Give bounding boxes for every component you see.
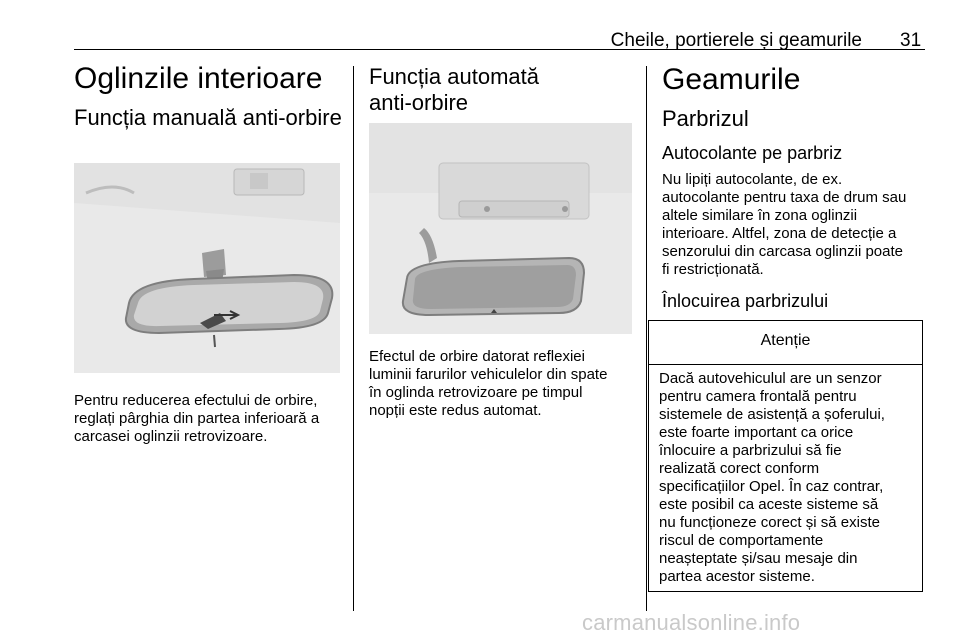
subheading-manual-anti-glare: Funcția manuală anti-orbire [74,105,342,130]
watermark: carmanualsonline.info [582,610,801,635]
stickers-paragraph [662,171,927,279]
text-line: Dacă autovehiculul are un senzor [659,370,882,387]
manual-caption [74,392,349,446]
warning-box [648,320,923,592]
column-divider-2 [646,66,647,611]
text-line: luminii farurilor vehiculelor din spate [369,366,608,383]
text-line: Efectul de orbire datorat reflexiei [369,348,585,365]
header-rule [74,49,925,50]
warning-divider [649,364,922,365]
text-line: în oglinda retrovizoare pe timpul [369,384,583,401]
page-number: 31 [900,30,922,51]
text-line: pentru camera frontală pentru [659,388,857,405]
text-line: este posibil ca aceste sisteme să [659,496,879,513]
text-line: nu funcționeze corect și să existe [659,514,880,531]
text-line: specificațiilor Opel. În caz contrar, [659,478,884,495]
text-line: neașteptate și/sau mesaje din [659,550,858,567]
warning-title: Atenție [760,332,811,349]
warning-text [659,370,919,586]
text-line: partea acestor sisteme. [659,568,815,585]
topic-windscreen-replacement: Înlocuirea parbrizului [662,291,829,311]
subheading-automatic-anti-glare [369,64,539,116]
text-line: riscul de comportamente [659,532,824,549]
text-line: altele similare în zona oglinzii [662,207,858,224]
text-line: reglați pârghia din partea inferioară a [74,410,320,427]
section-heading-windows: Geamurile [662,63,801,96]
section-heading-interior-mirrors: Oglinzile interioare [74,62,323,95]
text-line: senzorului din carcasa oglinzii poate [662,243,903,260]
text-line: fi restricționată. [662,261,764,278]
text-line: sistemele de asistență a șoferului, [659,406,885,423]
text-line: carcasei oglinzii retrovizoare. [74,428,268,445]
text-line: Nu lipiți autocolante, de ex. [662,171,843,188]
column-divider-1 [353,66,354,611]
text-line: interioare. Altfel, zona de detecție a [662,225,897,242]
text-line: înlocuire a parbrizului să fie [659,442,842,459]
text-line: nopții este redus automat. [369,402,542,419]
topic-windscreen-stickers: Autocolante pe parbriz [662,143,843,163]
heading-line: Funcția automată [369,64,539,89]
text-line: Pentru reducerea efectului de orbire, [74,392,318,409]
automatic-caption [369,348,644,420]
text-line: este foarte important ca orice [659,424,854,441]
running-header-title: Cheile, portierele și geamurile [610,30,862,51]
heading-line: anti-orbire [369,90,469,115]
text-line: realizată corect conform [659,460,820,477]
subheading-windscreen: Parbrizul [662,106,749,131]
automatic-mirror-illustration [369,123,632,334]
text-line: autocolante pentru taxa de drum sau [662,189,907,206]
manual-mirror-illustration [74,163,340,373]
